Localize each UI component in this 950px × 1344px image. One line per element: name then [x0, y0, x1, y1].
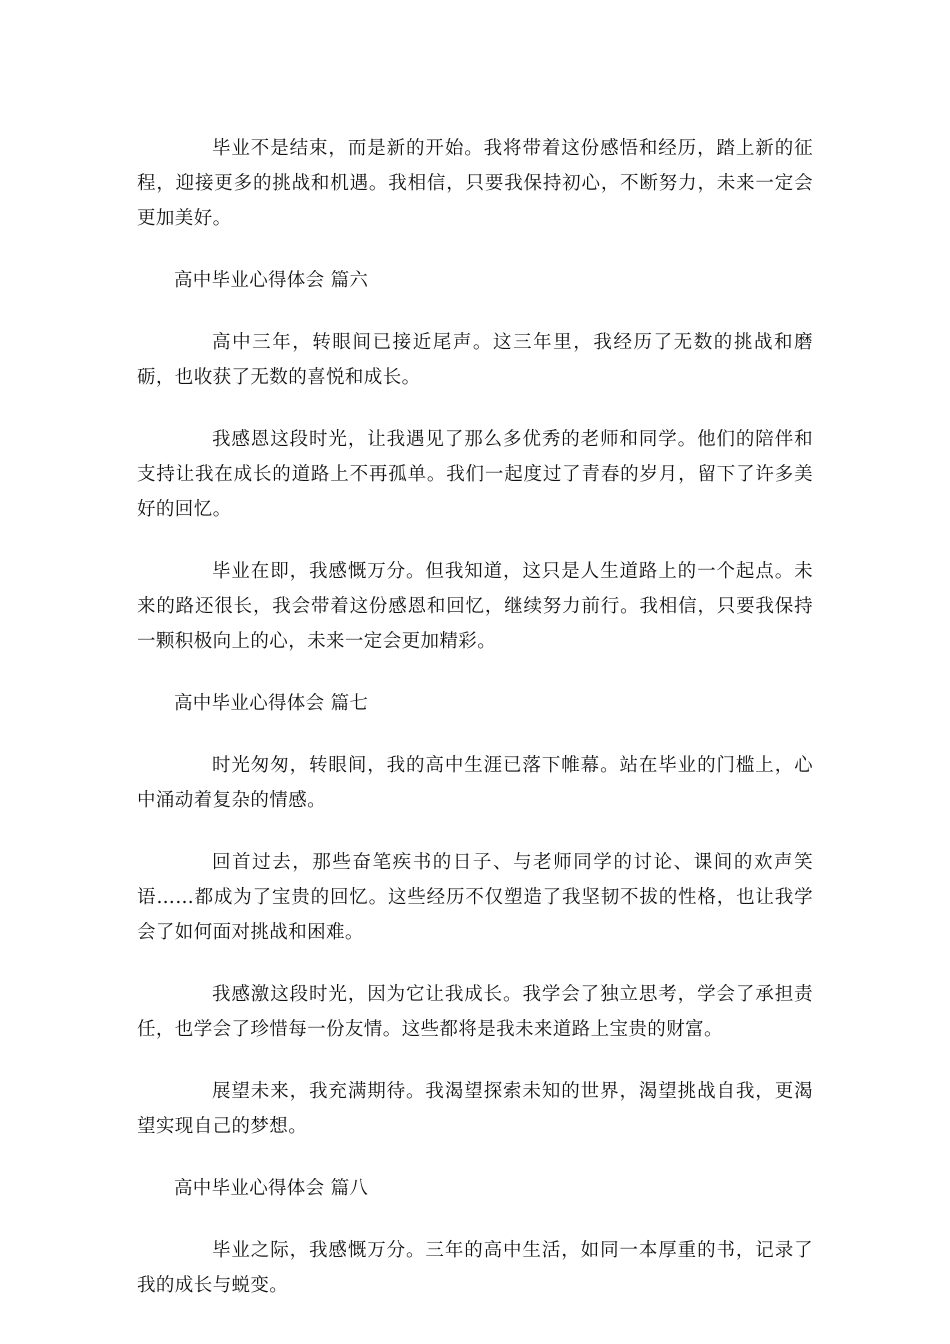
section-heading-7: 高中毕业心得体会 篇七: [174, 693, 369, 714]
paragraph: 毕业在即，我感慨万分。但我知道，这只是人生道路上的一个起点。未来的路还很长，我会带着这份感恩和回忆，继续努力前行。我相信，只要我保持一颗积极向上的心，未来一定会更加精彩。: [137, 561, 813, 652]
paragraph: 时光匆匆，转眼间，我的高中生涯已落下帷幕。站在毕业的门槛上，心中涌动着复杂的情感。: [137, 755, 813, 811]
section-heading-6: 高中毕业心得体会 篇六: [174, 270, 369, 291]
paragraph: 毕业之际，我感慨万分。三年的高中生活，如同一本厚重的书，记录了我的成长与蜕变。: [137, 1240, 813, 1296]
document-body: [137, 131, 813, 1330]
paragraph: 回首过去，那些奋笔疾书的日子、与老师同学的讨论、课间的欢声笑语……都成为了宝贵的回忆。这些经历不仅塑造了我坚韧不拔的性格，也让我学会了如何面对挑战和困难。: [137, 852, 813, 943]
paragraph: 展望未来，我充满期待。我渴望探索未知的世界，渴望挑战自我，更渴望实现自己的梦想。: [137, 1081, 813, 1137]
paragraph: 我感激这段时光，因为它让我成长。我学会了独立思考，学会了承担责任，也学会了珍惜每一份友情。这些都将是我未来道路上宝贵的财富。: [137, 984, 813, 1040]
paragraph: 毕业不是结束，而是新的开始。我将带着这份感悟和经历，踏上新的征程，迎接更多的挑战和机遇。我相信，只要我保持初心，不断努力，未来一定会更加美好。: [137, 138, 813, 229]
paragraph: 我感恩这段时光，让我遇见了那么多优秀的老师和同学。他们的陪伴和支持让我在成长的道路上不再孤单。我们一起度过了青春的岁月，留下了许多美好的回忆。: [137, 429, 813, 520]
section-heading-8: 高中毕业心得体会 篇八: [174, 1178, 369, 1199]
paragraph: 高中三年，转眼间已接近尾声。这三年里，我经历了无数的挑战和磨砺，也收获了无数的喜悦和成长。: [137, 332, 813, 388]
